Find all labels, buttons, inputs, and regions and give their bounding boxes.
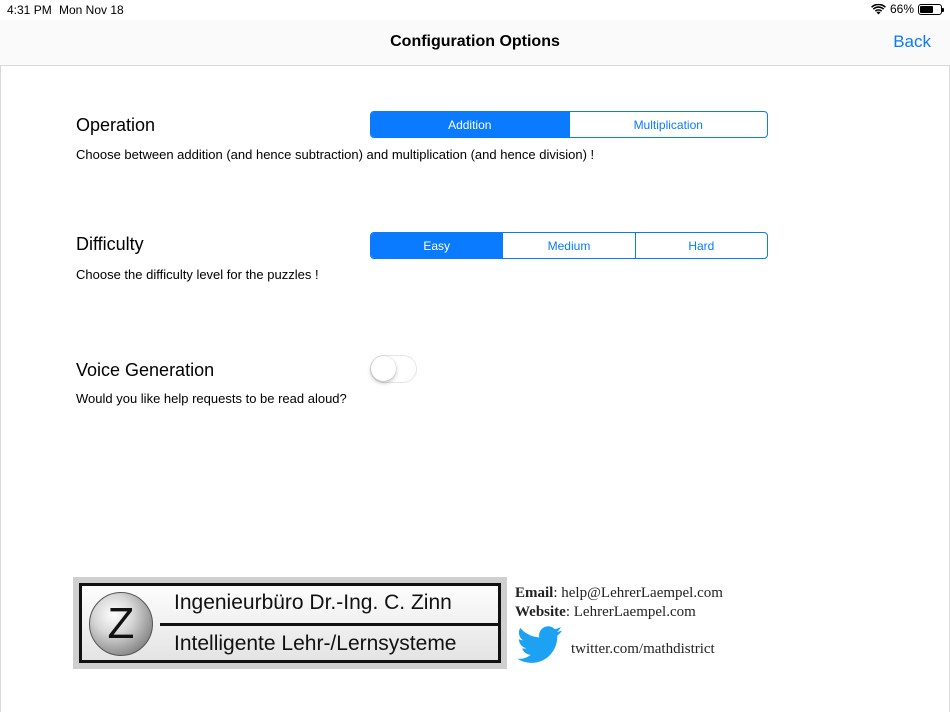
left-border [0,66,1,712]
status-indicators [871,2,942,16]
email-label: Email [515,585,554,601]
page-title: Configuration Options [390,33,560,50]
logo-z-emblem: Z [89,592,153,656]
operation-segmented-control [370,111,768,138]
company-logo [73,577,507,669]
toggle-knob [371,356,396,381]
battery-percent: 66% [889,2,914,16]
operation-description: Choose between addition (and hence subtraction) and multiplication (and hence division) ! [76,147,595,162]
contact-email: Email: help@LehrerLaempel.com [515,585,723,601]
segment-medium[interactable]: Medium [502,233,634,258]
difficulty-title: Difficulty [76,234,144,254]
voice-description: Would you like help requests to be read aloud? [76,391,347,406]
back-button[interactable]: Back [893,32,931,51]
twitter-link[interactable]: twitter.com/mathdistrict [571,641,715,657]
difficulty-segmented-control [370,232,768,259]
status-bar [0,0,950,20]
contact-website: Website: LehrerLaempel.com [515,604,696,620]
segment-hard[interactable]: Hard [635,233,767,258]
logo-frame [79,583,501,663]
battery-icon [918,4,942,15]
wifi-icon [871,4,886,15]
website-value[interactable]: LehrerLaempel.com [573,604,696,620]
segment-addition[interactable]: Addition [371,112,569,137]
logo-tagline: Intelligente Lehr-/Lernsysteme [174,632,457,655]
operation-title: Operation [76,115,156,135]
battery-level [920,6,933,13]
status-date: Mon Nov 18 [59,3,124,17]
twitter-icon [517,626,563,664]
difficulty-description: Choose the difficulty level for the puzzles ! [76,267,319,282]
website-label: Website [515,604,566,620]
navigation-bar [0,20,950,66]
voice-title: Voice Generation [76,360,215,380]
status-time: 4:31 PM [7,3,52,17]
email-value[interactable]: help@LehrerLaempel.com [561,585,723,601]
voice-toggle[interactable] [370,355,417,383]
segment-multiplication[interactable]: Multiplication [569,112,768,137]
logo-divider [160,623,498,626]
segment-easy[interactable]: Easy [371,233,502,258]
logo-company-name: Ingenieurbüro Dr.-Ing. C. Zinn [174,591,452,614]
